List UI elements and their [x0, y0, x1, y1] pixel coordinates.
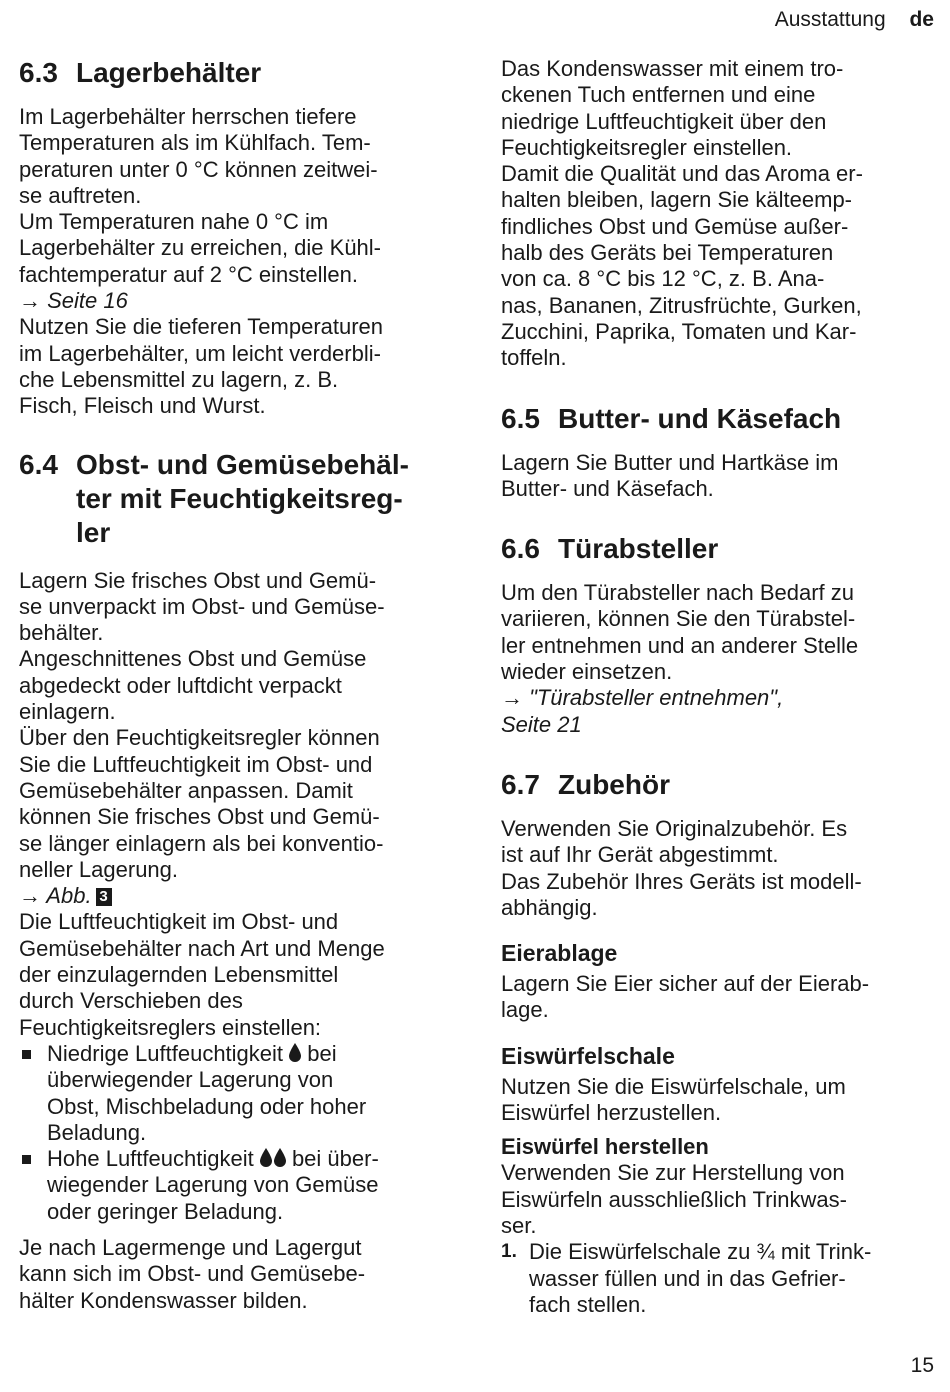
section-6-5-text: Lagern Sie Butter und Hartkäse im Butter- und Käsefach.	[501, 449, 839, 501]
bullet-square-icon	[22, 1155, 31, 1164]
page-number: 15	[910, 1354, 934, 1377]
eiswuerfelschale-text: Nutzen Sie die Eiswürfelschale, um Eiswürfel herzustellen.	[501, 1073, 846, 1126]
drop-icon	[289, 1043, 301, 1063]
eiswuerfel-herstellen-text: Verwenden Sie zur Herstellung von Eiswürfeln ausschließlich Trinkwas- ser.	[501, 1160, 847, 1238]
bullet-square-icon	[22, 1050, 31, 1059]
condensation-continued-text: Das Kondenswasser mit einem tro- ckenen Tuch entfernen und eine niedrige Luftfeuchtigkeit über den Feuchtigkeitsregler einstellen. Damit die Qualität und das Aroma er- halten bleiben, lagern Sie kälteemp- findliches Obst und Gemüse außer- halb des Geräts bei Temperaturen von ca. 8 °C bis 12 °C, z. B. Ana- nas, Bananen, Zitrusfrüchte, Gurken, Zucchini, Paprika, Tomaten und Kar- toffeln.	[501, 56, 863, 371]
section-number: 6.3	[19, 57, 58, 88]
condensation-text: Je nach Lagermenge und Lagergut kann sich im Obst- und Gemüsebe- hälter Kondenswasser bilden.	[19, 1234, 366, 1313]
section-title: Obst- und Gemüsebehäl- ter mit Feuchtigkeitsreg- ler	[76, 448, 409, 548]
section-6-7-heading	[501, 768, 941, 802]
section-number: 6.7	[501, 768, 540, 800]
section-6-5-heading	[501, 402, 941, 436]
steps-list	[501, 1239, 941, 1318]
double-drop-icon	[260, 1148, 286, 1168]
section-number: 6.5	[501, 402, 540, 434]
humidity-list	[19, 1041, 464, 1225]
subheading-eiswuerfelschale: Eiswürfelschale	[501, 1042, 675, 1069]
subheading-eierablage: Eierablage	[501, 940, 618, 967]
page-reference-link[interactable]: → Seite 16	[19, 288, 128, 314]
section-6-6-heading	[501, 532, 941, 566]
list-item: 1. Die Eiswürfelschale zu ¾ mit Trink- wasser füllen und in das Gefrier- fach stellen.	[501, 1239, 872, 1317]
eierablage-text: Lagern Sie Eier sicher auf der Eierab- lage.	[501, 971, 870, 1023]
section-6-3-heading	[19, 56, 464, 90]
section-6-4-text: Lagern Sie frisches Obst und Gemü- se unverpackt im Obst- und Gemüse- behälter. Angeschnittenes Obst und Gemüse abgedeckt oder luftdicht verpackt einlagern. Über den Feuchtigkeitsregler können Sie die Luftfeuchtigkeit im Obst- und Gemüsebehälter anpassen. Damit können Sie frisches Obst und Gemü- se länger einlagern als bei konventio- neller Lagerung. → Abb. 3 Die Luftfeuchtigkeit im Obst- und Gemüsebehälter nach Art und Menge der einzulagernden Lebensmittel durch Verschieben des Feuchtigkeitsreglers einstellen:	[19, 567, 385, 1040]
section-number: 6.4	[19, 448, 58, 480]
page-header	[775, 8, 934, 32]
step-number: 1.	[501, 1241, 517, 1263]
header-section-title: Ausstattung	[774, 8, 886, 31]
figure-number-badge: 3	[96, 888, 112, 906]
section-6-7-text: Verwenden Sie Originalzubehör. Es ist auf Ihr Gerät abgestimmt. Das Zubehör Ihres Geräts ist modell- abhängig.	[501, 815, 862, 920]
page-reference-link[interactable]: → "Türabsteller entnehmen", Seite 21	[501, 685, 784, 737]
list-item: Hohe Luftfeuchtigkeit bei über- wiegender Lagerung von Gemüse oder geringer Beladung.	[19, 1146, 464, 1225]
list-item: Niedrige Luftfeuchtigkeit bei überwiegender Lagerung von Obst, Mischbeladung oder hoher Beladung.	[19, 1041, 464, 1146]
section-title: Zubehör	[558, 768, 670, 800]
section-6-4-heading	[19, 448, 464, 550]
section-6-3-text: Im Lagerbehälter herrschen tiefere Temperaturen als im Kühlfach. Tem- peraturen unter 0 °C können zeitwei- se auftreten. Um Temperaturen nahe 0 °C im Lagerbehälter zu erreichen, die Kühl- fachtemperatur auf 2 °C einstellen. → Seite 16 Nutzen Sie die tieferen Temperaturen im Lagerbehälter, um leicht verderbli- che Lebensmittel zu lagern, z. B. Fisch, Fleisch und Wurst.	[19, 104, 384, 419]
section-6-6-text: Um den Türabsteller nach Bedarf zu variieren, können Sie den Türabstel- ler entnehmen und an anderer Stelle wieder einsetzen. → "Türabsteller entnehmen", Seite 21	[501, 580, 859, 737]
right-column	[501, 56, 941, 1318]
header-language: de	[909, 8, 934, 31]
figure-reference-link[interactable]: → Abb. 3	[19, 883, 112, 908]
section-title: Türabsteller	[558, 533, 719, 565]
section-title: Lagerbehälter	[76, 57, 262, 88]
section-number: 6.6	[501, 533, 540, 565]
section-title: Butter- und Käsefach	[558, 402, 842, 434]
left-column	[19, 56, 464, 1314]
subheading-eiswuerfel-herstellen: Eiswürfel herstellen	[501, 1134, 709, 1160]
